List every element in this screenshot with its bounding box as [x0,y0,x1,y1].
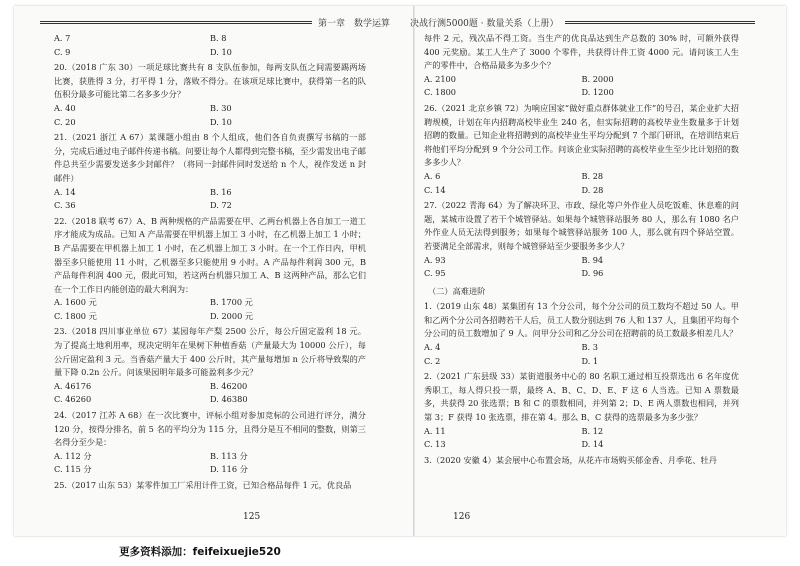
option: A. 40 [54,102,76,113]
option-list [54,450,366,477]
option: C. 1800 元 [54,310,97,321]
option: D. 10 [210,46,232,57]
option-list [424,341,739,368]
option-list [54,102,366,129]
option: C. 20 [54,116,76,127]
question-2: 2.（2021 广东县级 33）某街道服务中心的 80 名职工通过相互投票选出 6 名年度优秀职工，每人得只投一票，最终 A、B、C、D、E、F 这 6 人当选。已知 A 票数最多，共获得 20 张选票；B 和 C 的票数相同，并列第 2；D、E 两人票数也相同，并列第 3；F 获得 10 张选票，排在第 4。那么 B、C 获得的选票最多为多少张？ [424,371,739,423]
header-rule [40,21,312,24]
option: B. 30 [210,102,232,113]
option-list [54,186,366,213]
option: B. 12 [581,425,604,436]
option: A. 6 [424,170,441,181]
question-25: 25.（2017 山东 53）某零件加工厂采用计件工资，已知合格品每件 1 元，优良品 [54,480,352,490]
chapter-title: 第一章 数学运算 [317,19,390,29]
header-rule [565,21,756,24]
option-list [424,170,739,197]
option: D. 116 分 [210,464,248,475]
option-list [424,425,739,452]
option: D. 96 [581,268,604,279]
question-27: 27.（2022 青海 64）为了解决环卫、市政、绿化等户外作业人员吃饭难、休息难的问题，某城市设置了若干个城管驿站。如果每个城管驿站服务 80 人，那么有 1080 名户外作业人员无法得到服务；如果每个城管驿站服务 100 人，那么就有四个驿站空置。若要满足全部需求，则每个城管驿站至少要服务多少人？ [424,200,739,251]
option: B. 94 [581,254,604,265]
option-list [54,380,366,407]
option: A. 93 [424,254,446,265]
option: C. 14 [424,184,446,195]
question-3: 3.（2020 安徽 4）某会展中心布置会场，从花卉市场购买郁金香、月季花、牡丹 [424,454,717,465]
left-page-body [54,32,366,493]
option: A. 14 [54,186,76,197]
right-page-header [410,16,755,29]
question-20: 20.（2018 广东 30）一项足球比赛共有 8 支队伍参加，每两支队伍之间需要踢两场比赛，获胜得 3 分，打平得 1 分，落败不得分。在该项足球比赛中，获得第一名的队伍积分最多可能比第二名多多少分？ [54,62,366,100]
option: D. 10 [210,116,232,127]
option: A. 46176 [54,380,92,391]
option: B. 16 [210,186,232,197]
question-22: 22.（2018 联考 67）A、B 两种规格的产品需要在甲、乙两台机器上各自加工一道工序才能成为成品。已知 A 产品需要在甲机器上加工 3 小时，在乙机器上加工 1 小时；B 产品需要在甲机器上加工 1 小时，在乙机器上加工 3 小时。在一个工作日内，甲机器至多只能使用 11 小时，乙机器至多只能使用 9 小时。A 产品每件利润 300 元，B 产品每件利润 400 元，假此可知，若这两台机器只加工 A、B 这两种产品，那么它们在一个工作日内能创造的最大利润为： [54,215,366,294]
option: B. 1700 元 [210,297,253,308]
option: C. 115 分 [54,464,92,475]
option: C. 2 [424,355,441,366]
option: C. 95 [424,268,446,279]
option-list [424,254,739,281]
option: B. 113 分 [210,450,248,461]
book-gutter [413,6,415,536]
section-title: （二）高难进阶 [428,285,486,296]
right-page-body [424,32,739,467]
question-21: 21.（2021 浙江 A 67）某课题小组由 8 个人组成，他们各自负责撰写书稿的一部分，完成后通过电子邮件传递书稿。问要让每个人都得到完整书稿，至少需发出电子邮件总共至少需要发送多少封邮件？（将同一封邮件同时发送给 n 个人，视作发送 n 封邮件） [54,132,366,183]
footer-watermark: 更多资料添加：feifeixuejie520 [119,546,281,558]
question-26: 26.（2021 北京乡镇 72）为响应国家“做好重点群体就业工作”的号召，某企业扩大招聘规模，计划在年内招聘高校毕业生 240 名，但实际招聘的高校毕业生数量多于计划招聘的数量。已知企业将招聘到的高校毕业生平均分配到 7 个部门研讯，在培训结束后将他们平均分配到 9 个分公司工作。问该企业实际招聘的高校毕业生至少比计划招的数多多少人？ [424,102,739,168]
option: B. 28 [581,170,604,181]
option: A. 11 [424,425,446,436]
question-25-continued: 每件 2 元，残次品不得工资。当生产的优良品达到生产总数的 30% 时，可额外获得 400 元奖励。某工人生产了 3000 个零件，共获得计件工资 4000 元。请问该工人生产的零件中，合格品最多为多少个？ [424,33,739,71]
option: A. 2100 [424,73,456,84]
question-23: 23.（2018 四川事业单位 67）某园每年产梨 2500 公斤，每公斤固定盈利 18 元。为了提高土地利用率，现决定明年在果树下种植香菇（产量最大为 10000 公斤），每公斤固定盈利 3 元。当香菇产量大于 400 公斤时，其产量每增加 n 公斤将导致梨的产量下降 0.2n 公斤。问该果园明年最多可能盈利多少元？ [54,326,366,378]
option: D. 72 [210,200,232,211]
option: C. 36 [54,200,76,211]
page-number-left: 125 [243,512,261,522]
option: C. 46260 [54,394,92,405]
option: D. 46380 [210,394,248,405]
option: D. 28 [581,184,604,195]
question-24: 24.（2017 江苏 A 68）在一次比赛中，评标小组对参加竞标的公司进行评分，满分 120 分，按得分排名，前 5 名的平均分为 115 分，且得分是互不相同的整数，则第三名得分至少是： [54,410,366,448]
option: B. 46200 [210,380,248,391]
book-title: 决战行测5000题 · 数量关系（上册） [410,19,559,29]
question-1: 1.（2019 山东 48）某集团有 13 个分公司，每个分公司的员工数均不超过 50 人。甲和乙两个分公司各招聘若干人后，员工人数分别达到 76 人和 137 人，且集团平均每个分公司的员工数增加了 9 人。问甲分公司和乙分公司在招聘前的员工数最多相差几人？ [424,301,739,339]
option: A. 4 [424,342,441,353]
option-list [54,296,366,323]
page-number-right: 126 [453,512,471,522]
option: D. 2000 元 [210,310,254,321]
option: C. 13 [424,439,446,450]
option: D. 1200 [581,87,614,98]
option-list [424,73,739,100]
option: A. 1600 元 [54,297,97,308]
option: B. 3 [581,342,598,353]
option: A. 7 [54,33,71,43]
option: B. 2000 [581,73,614,84]
option: C. 1800 [424,87,457,98]
option: C. 9 [54,46,71,57]
option: D. 14 [581,439,604,450]
option: A. 112 分 [54,450,92,461]
option-list [54,32,366,59]
left-page-header [40,16,390,29]
option: B. 8 [210,33,227,43]
option: D. 1 [581,355,599,366]
